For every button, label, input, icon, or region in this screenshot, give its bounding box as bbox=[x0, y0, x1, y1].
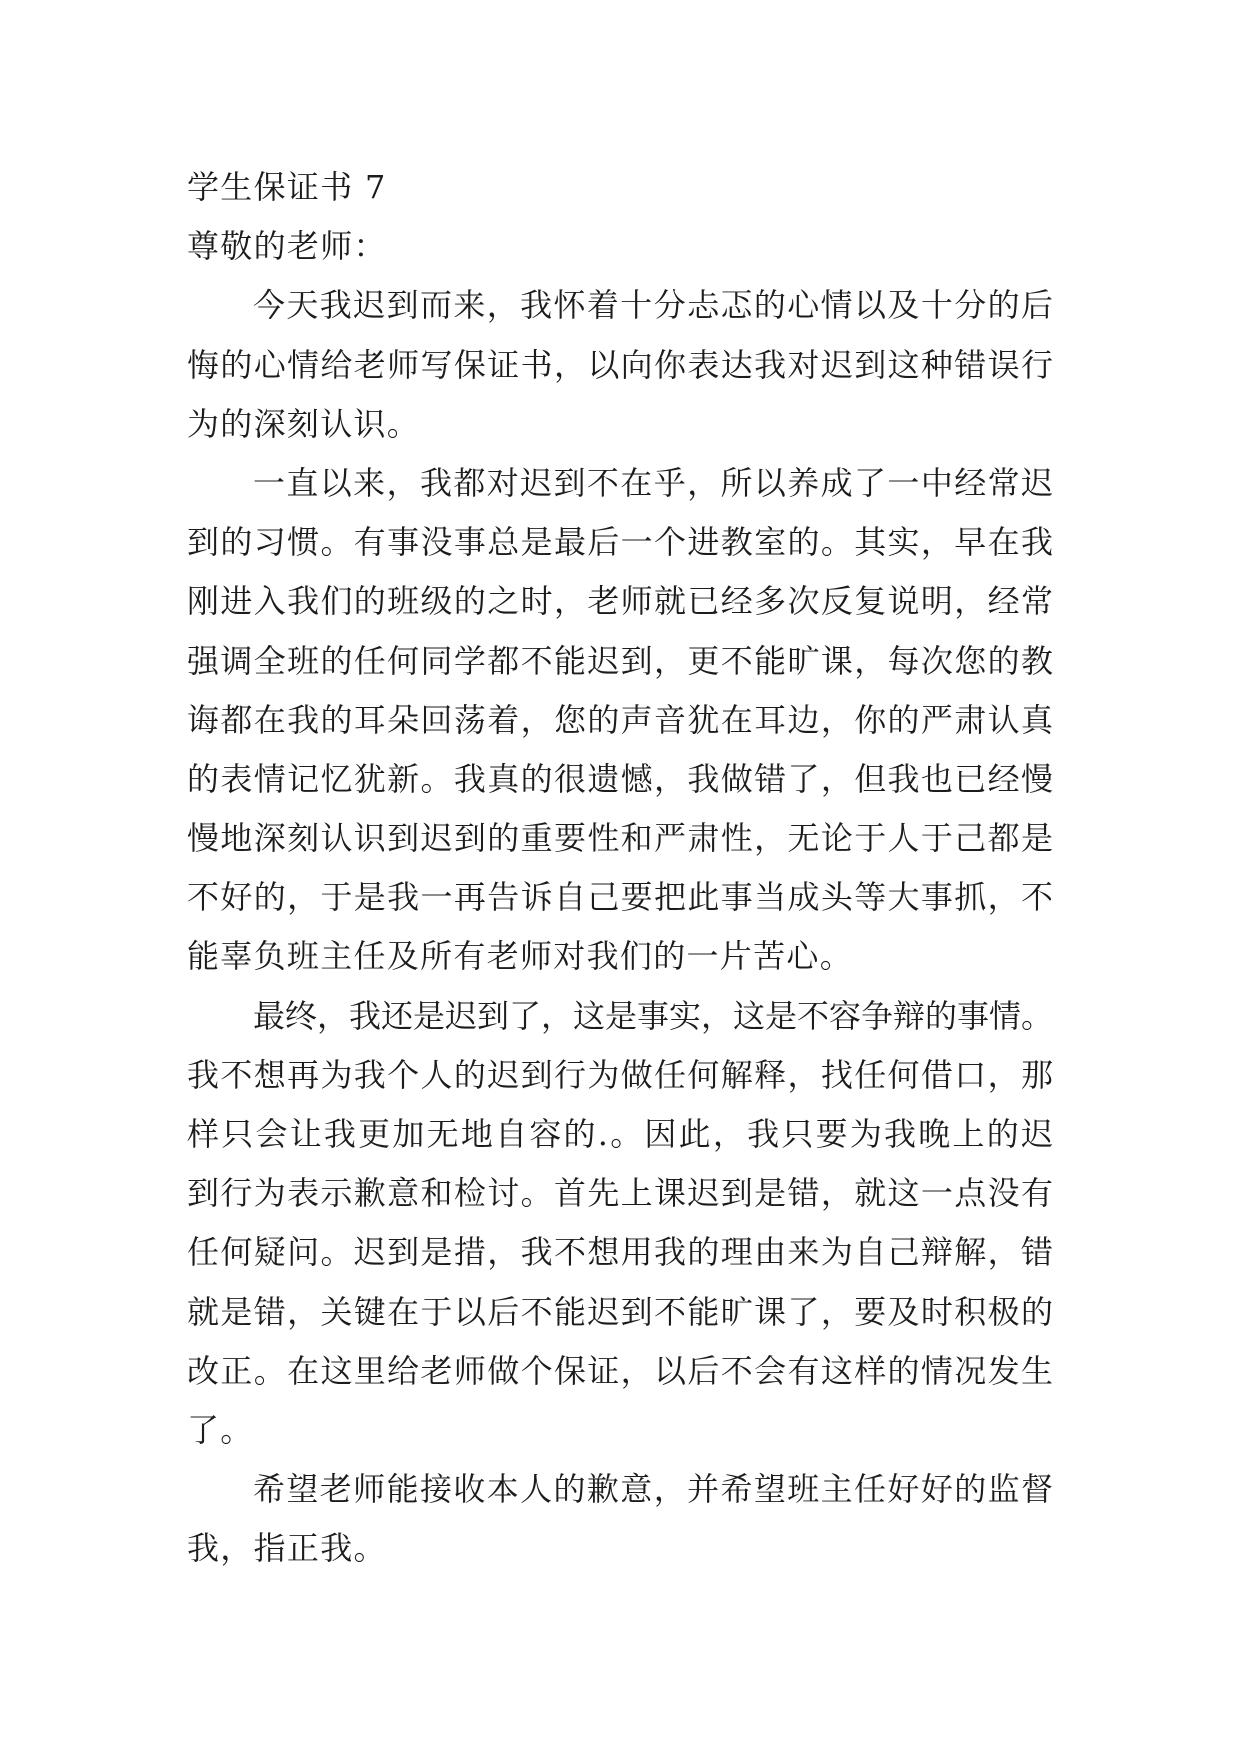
paragraph-line: 希望老师能接收本人的歉意，并希望班主任好好的监督 bbox=[253, 1470, 1053, 1509]
paragraph-line: 样只会让我更加无地自容的.。因此，我只要为我晚上的迟 bbox=[187, 1115, 1053, 1153]
paragraph-line: 我不想再为我个人的迟到行为做任何解释，找任何借口，那 bbox=[187, 1055, 1053, 1094]
paragraph-2 bbox=[187, 454, 1053, 987]
paragraph-3 bbox=[187, 987, 1053, 1461]
paragraph-line: 慢地深刻认识到迟到的重要性和严肃性，无论于人于己都是 bbox=[187, 819, 1053, 858]
paragraph-line: 最终，我还是迟到了，这是事实，这是不容争辩的事情。 bbox=[253, 996, 1054, 1035]
paragraph-line: 就是错，关键在于以后不能迟到不能旷课了，要及时积极的 bbox=[187, 1292, 1053, 1331]
paragraph-line: 我，指正我。 bbox=[187, 1529, 387, 1568]
paragraph-line: 不好的，于是我一再告诉自己要把此事当成头等大事抓，不 bbox=[187, 878, 1053, 917]
paragraph-line: 一直以来，我都对迟到不在乎，所以养成了一中经常迟 bbox=[253, 463, 1053, 502]
paragraph-line: 了。 bbox=[187, 1410, 254, 1449]
paragraph-line: 强调全班的任何同学都不能迟到，更不能旷课，每次您的教 bbox=[187, 641, 1053, 680]
paragraph-line: 刚进入我们的班级的之时，老师就已经多次反复说明，经常 bbox=[187, 582, 1053, 621]
paragraph-1 bbox=[187, 276, 1053, 454]
paragraph-line: 为的深刻认识。 bbox=[187, 404, 421, 443]
paragraph-line: 诲都在我的耳朵回荡着，您的声音犹在耳边，你的严肃认真 bbox=[187, 700, 1053, 739]
paragraph-line: 改正。在这里给老师做个保证，以后不会有这样的情况发生 bbox=[187, 1351, 1053, 1390]
salutation: 尊敬的老师： bbox=[187, 227, 387, 266]
paragraph-line: 到行为表示歉意和检讨。首先上课迟到是错，就这一点没有 bbox=[187, 1174, 1053, 1213]
paragraph-line: 今天我迟到而来，我怀着十分忐忑的心情以及十分的后 bbox=[253, 286, 1053, 325]
paragraph-line: 任何疑问。迟到是措，我不想用我的理由来为自己辩解，错 bbox=[187, 1233, 1053, 1272]
paragraph-4 bbox=[187, 1460, 1053, 1578]
paragraph-line: 的表情记忆犹新。我真的很遗憾，我做错了，但我也已经慢 bbox=[187, 759, 1053, 798]
document-title: 学生保证书 7 bbox=[187, 168, 387, 206]
paragraph-line: 能辜负班主任及所有老师对我们的一片苦心。 bbox=[187, 937, 854, 976]
paragraph-line: 到的习惯。有事没事总是最后一个进教室的。其实，早在我 bbox=[187, 523, 1053, 562]
document-body bbox=[187, 158, 1053, 1579]
paragraph-line: 悔的心情给老师写保证书，以向你表达我对迟到这种错误行 bbox=[187, 345, 1053, 384]
